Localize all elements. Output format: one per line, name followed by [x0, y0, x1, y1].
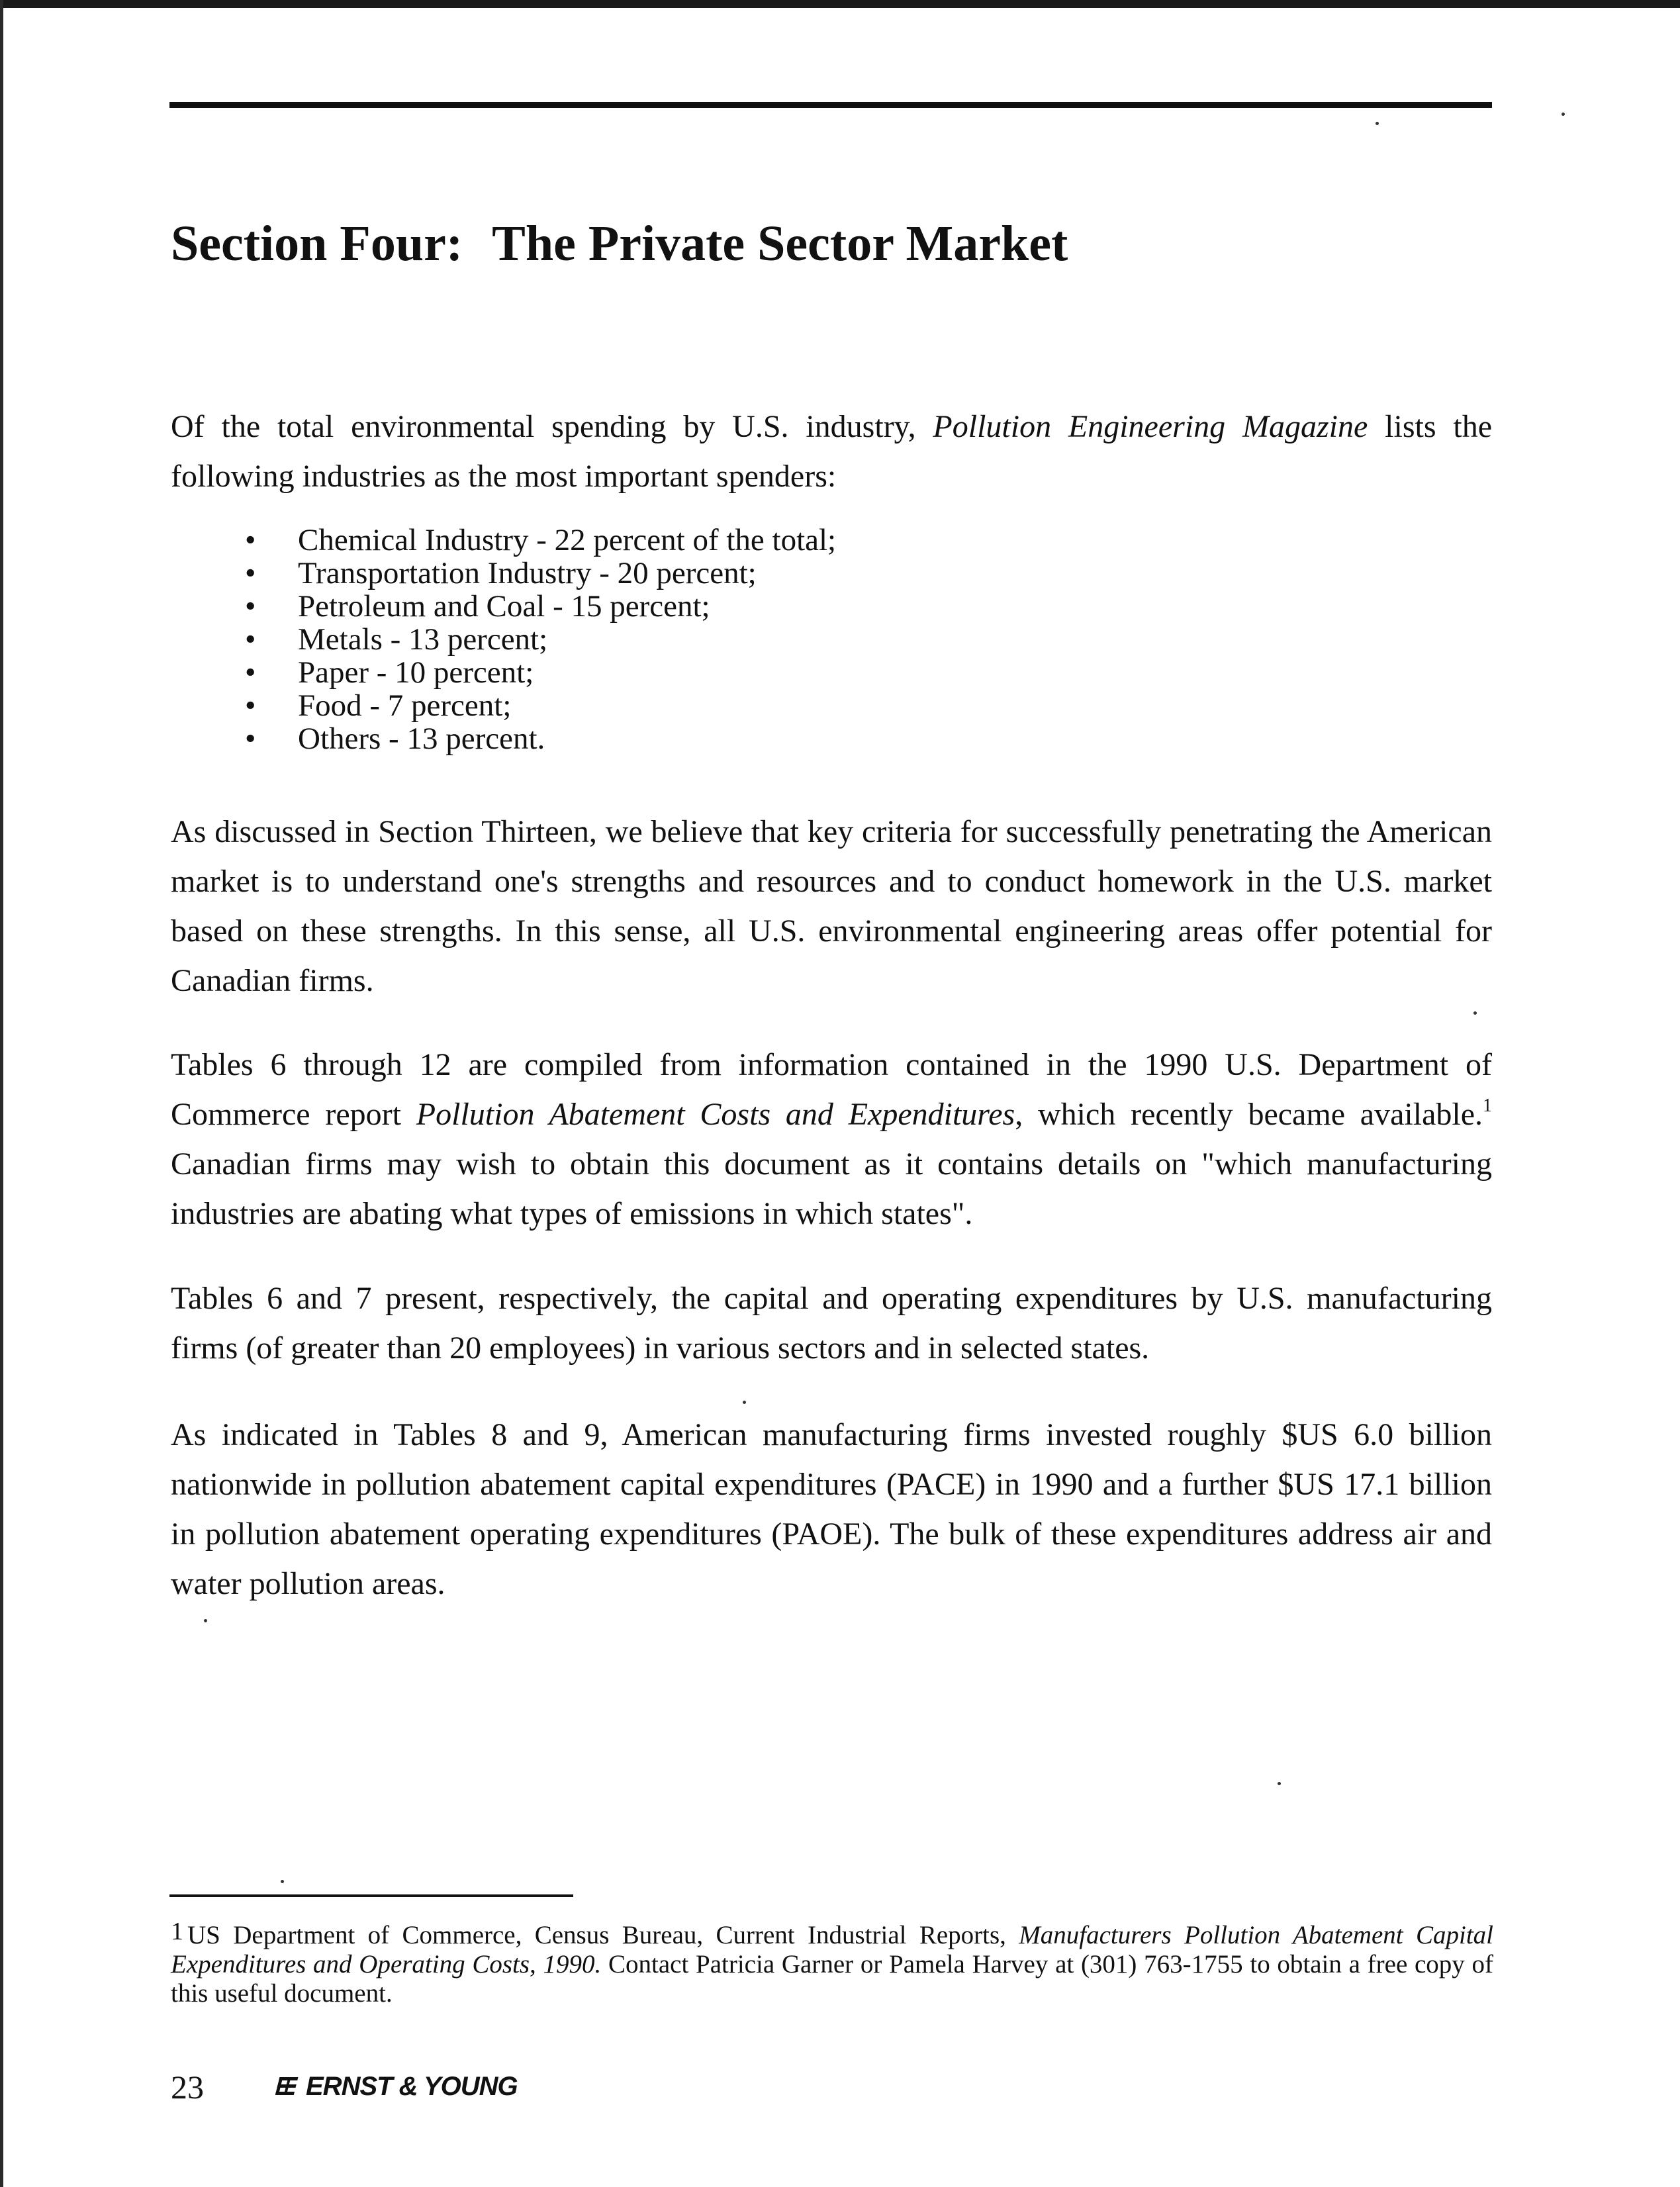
- section-heading: The Private Sector Market: [492, 216, 1068, 271]
- bullet-icon: •: [245, 721, 256, 756]
- intro-text-end: lists the following industries as the most important spenders:: [171, 409, 1492, 494]
- page-number: 23: [171, 2069, 204, 2106]
- scan-speck: [743, 1401, 746, 1404]
- pace-paragraph: As indicated in Tables 8 and 9, American manufacturing firms invested roughly $US 6.0 billion nationwide in pollution abatement capital expenditures (PACE) in 1990 and a further $US 17.1 billion in pollution abatement operating expenditures (PAOE). The bulk of these expenditures address air and water pollution areas.: [171, 1417, 1492, 1601]
- footnote-number: 1: [171, 1918, 183, 1945]
- list-item: [245, 722, 836, 755]
- footnote-source-title: Manufacturers Pollution Abatement Capital Expenditures and Operating Costs, 1990.: [171, 1921, 1493, 1978]
- tables-text-start: Tables 6 through 12 are compiled from information contained in the 1990 U.S. Department of Commerce report: [171, 1047, 1492, 1132]
- footnote: [171, 1917, 1493, 2008]
- intro-paragraph: [171, 402, 1492, 501]
- tables-text-end: Canadian firms may wish to obtain this document as it contains details on "which manufacturing industries are abating what types of emissions in which states".: [171, 1146, 1492, 1231]
- list-item-text: Chemical Industry - 22 percent of the total;: [298, 523, 837, 557]
- scan-speck: [281, 1880, 284, 1883]
- header-rule: [169, 102, 1492, 108]
- footer-brand: [275, 2073, 518, 2100]
- bullet-icon: •: [245, 589, 256, 624]
- tables-source-paragraph: [171, 1040, 1492, 1238]
- list-item: [245, 590, 836, 623]
- bullet-icon: •: [245, 655, 256, 690]
- scan-top-edge: [0, 0, 1680, 8]
- footnote-text-start: US Department of Commerce, Census Bureau, Current Industrial Reports,: [187, 1921, 1019, 1949]
- report-title: Pollution Abatement Costs and Expenditures: [416, 1097, 1015, 1132]
- section-label: Section Four:: [171, 216, 463, 271]
- bullet-icon: •: [245, 556, 256, 590]
- footnote-reference: 1: [1483, 1095, 1493, 1116]
- page-title: [171, 218, 1068, 269]
- footnote-divider: [169, 1894, 573, 1897]
- scan-speck: [1376, 122, 1379, 125]
- ernst-young-logo-icon: [275, 2073, 302, 2100]
- industry-spending-list: [245, 524, 836, 755]
- scan-left-edge: [0, 0, 3, 2187]
- list-item-text: Paper - 10 percent;: [298, 655, 534, 690]
- bullet-icon: •: [245, 523, 256, 557]
- scan-speck: [1278, 1782, 1281, 1785]
- list-item-text: Petroleum and Coal - 15 percent;: [298, 589, 710, 624]
- list-item-text: Others - 13 percent.: [298, 721, 545, 756]
- tables-6-7-paragraph: Tables 6 and 7 present, respectively, the capital and operating expenditures by U.S. manufacturing firms (of greater than 20 employees) in various sectors and in selected states.: [171, 1281, 1492, 1366]
- list-item-text: Metals - 13 percent;: [298, 622, 548, 657]
- publication-title: Pollution Engineering Magazine: [933, 409, 1368, 444]
- scan-speck: [204, 1619, 207, 1622]
- brand-name: ERNST & YOUNG: [306, 2072, 518, 2101]
- bullet-icon: •: [245, 622, 256, 657]
- scan-speck: [1473, 1011, 1477, 1015]
- list-item: [245, 623, 836, 656]
- list-item: [245, 524, 836, 557]
- criteria-paragraph: As discussed in Section Thirteen, we believe that key criteria for successfully penetrating the American market is to understand one's strengths and resources and to conduct homework in the U.S. market based on these strengths. In this sense, all U.S. environmental engineering areas offer potential for Canadian firms.: [171, 814, 1492, 998]
- footnote-text-end: Contact Patricia Garner or Pamela Harvey at (301) 763-1755 to obtain a free copy of this useful document.: [171, 1950, 1493, 2008]
- bullet-icon: •: [245, 688, 256, 723]
- tables-text-middle: , which recently became available.: [1015, 1097, 1483, 1132]
- list-item: [245, 689, 836, 722]
- intro-text-start: Of the total environmental spending by U.S. industry,: [171, 409, 933, 444]
- scan-speck: [1562, 113, 1565, 116]
- list-item-text: Transportation Industry - 20 percent;: [298, 556, 757, 590]
- list-item: [245, 656, 836, 689]
- list-item-text: Food - 7 percent;: [298, 688, 512, 723]
- list-item: [245, 557, 836, 590]
